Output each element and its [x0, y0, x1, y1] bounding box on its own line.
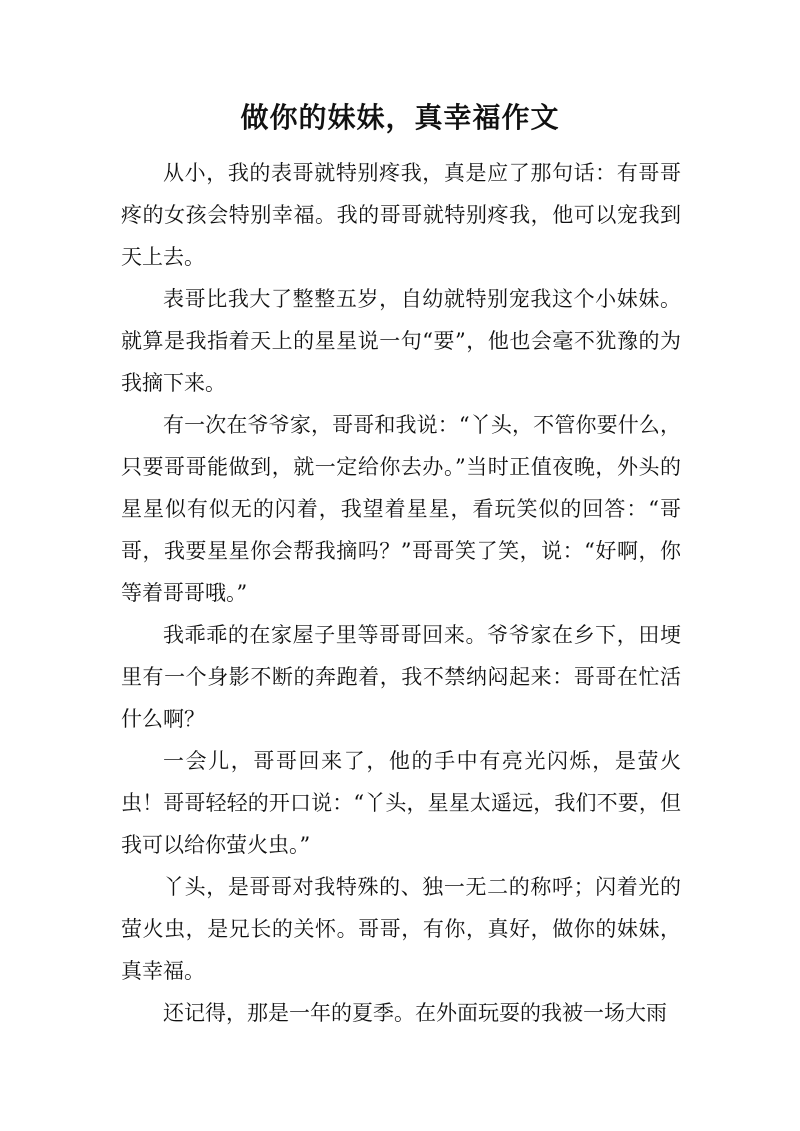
- paragraph: 表哥比我大了整整五岁，自幼就特别宠我这个小妹妹。就算是我指着天上的星星说一句“要”，他也会毫不犹豫的为我摘下来。: [121, 287, 681, 395]
- document-body: [121, 152, 681, 1034]
- paragraph: 丫头，是哥哥对我特殊的、独一无二的称呼；闪着光的萤火虫，是兄长的关怀。哥哥，有你，真好，做你的妹妹，真幸福。: [121, 875, 681, 983]
- paragraph: 一会儿，哥哥回来了，他的手中有亮光闪烁，是萤火虫！哥哥轻轻的开口说：“丫头，星星太遥远，我们不要，但我可以给你萤火虫。”: [121, 749, 681, 857]
- paragraph: 有一次在爷爷家，哥哥和我说：“丫头，不管你要什么，只要哥哥能做到，就一定给你去办。”当时正值夜晚，外头的星星似有似无的闪着，我望着星星，看玩笑似的回答：“哥哥，我要星星你会帮我摘吗？”哥哥笑了笑，说：“好啊，你等着哥哥哦。”: [121, 413, 681, 605]
- paragraph: 还记得，那是一年的夏季。在外面玩耍的我被一场大雨: [163, 1001, 667, 1025]
- paragraph: 从小，我的表哥就特别疼我，真是应了那句话：有哥哥疼的女孩会特别幸福。我的哥哥就特别疼我，他可以宠我到天上去。: [121, 161, 681, 269]
- document-title: 做你的妹妹，真幸福作文: [240, 101, 560, 134]
- paragraph: 我乖乖的在家屋子里等哥哥回来。爷爷家在乡下，田埂里有一个身影不断的奔跑着，我不禁纳闷起来：哥哥在忙活什么啊？: [121, 623, 681, 731]
